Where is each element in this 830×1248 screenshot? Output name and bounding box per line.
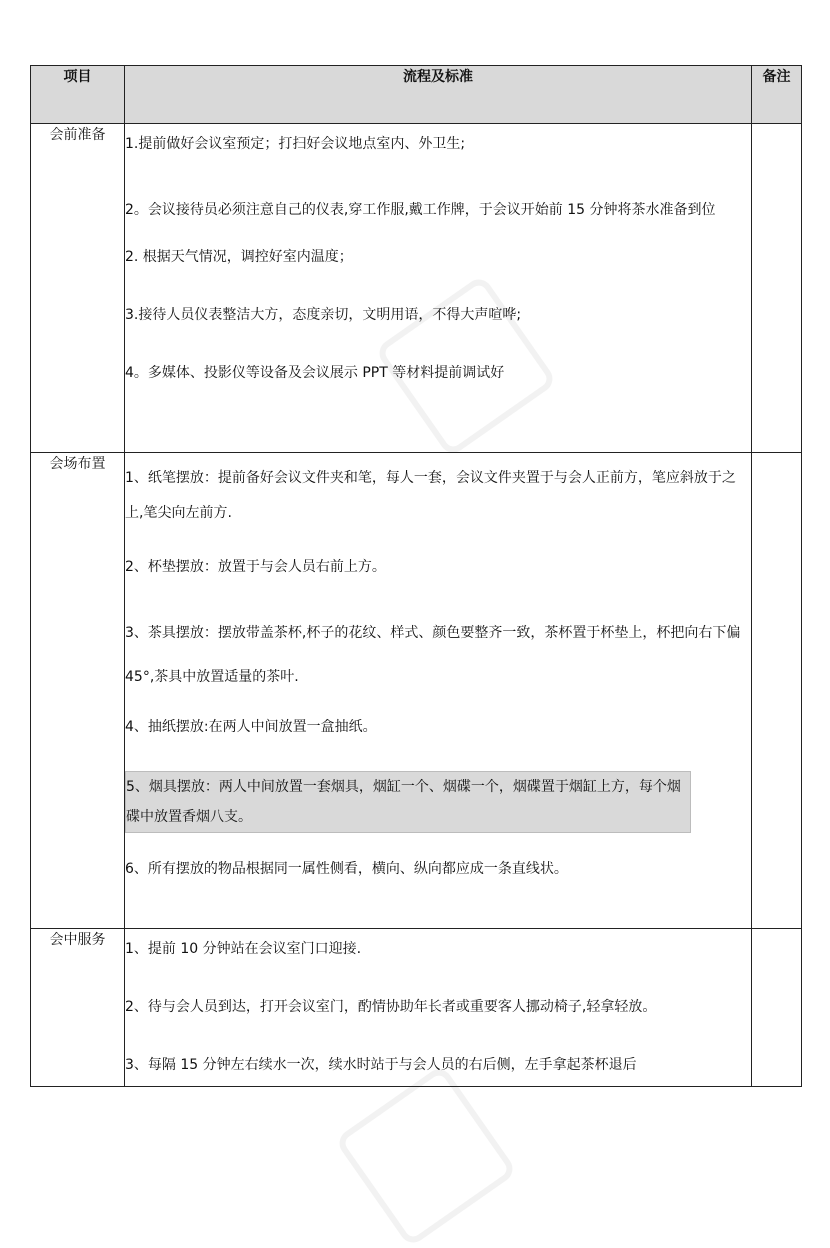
step-text: 4。多媒体、投影仪等设备及会议展示 PPT 等材料提前调试好: [125, 365, 505, 381]
step-text: 2. 根据天气情况，调控好室内温度；: [125, 249, 353, 265]
note-cell: [752, 453, 802, 929]
section-steps: [125, 929, 752, 1087]
section-steps: [125, 453, 752, 929]
section-steps: [125, 124, 752, 453]
step-text: 1、纸笔摆放：提前备好会议文件夹和笔，每人一套，会议文件夹置于与会人正前方，笔应斜放于之上,笔尖向左前方.: [125, 470, 736, 521]
section-row-venue-setup: [31, 453, 802, 929]
section-row-in-meeting-service: [31, 929, 802, 1087]
step-text: 1、提前 10 分钟站在会议室门口迎接.: [125, 941, 362, 957]
step-text: 4、抽纸摆放:在两人中间放置一盒抽纸。: [125, 719, 377, 735]
step-text: 6、所有摆放的物品根据同一属性侧看，横向、纵向都应成一条直线状。: [125, 861, 568, 877]
header-row: [31, 66, 802, 124]
step-text: 1.提前做好会议室预定；打扫好会议地点室内、外卫生;: [125, 136, 466, 152]
section-row-pre-meeting: [31, 124, 802, 453]
step-text: 3.接待人员仪表整洁大方，态度亲切，文明用语，不得大声喧哗;: [125, 307, 522, 323]
step-text-highlighted: 5、烟具摆放：两人中间放置一套烟具，烟缸一个、烟碟一个，烟碟置于烟缸上方，每个烟碟中放置香烟八支。: [125, 771, 691, 833]
step-text: 2、待与会人员到达，打开会议室门，酌情协助年长者或重要客人挪动椅子,轻拿轻放。: [125, 999, 657, 1015]
section-label: 会场布置: [31, 453, 125, 929]
watermark-graphic: [334, 1064, 518, 1248]
section-label: 会中服务: [31, 929, 125, 1087]
step-text: 2、杯垫摆放：放置于与会人员右前上方。: [125, 559, 386, 575]
procedure-table: [30, 65, 802, 1087]
note-cell: [752, 929, 802, 1087]
header-note: 备注: [752, 66, 802, 124]
step-text: 2。会议接待员必须注意自己的仪表,穿工作服,戴工作牌，于会议开始前 15 分钟将茶水准备到位: [125, 202, 716, 218]
step-text: 3、茶具摆放：摆放带盖茶杯,杯子的花纹、样式、颜色要整齐一致，茶杯置于杯垫上，杯把向右下偏 45°,茶具中放置适量的茶叶.: [125, 625, 741, 685]
header-item: 项目: [31, 66, 125, 124]
step-text: 3、每隔 15 分钟左右续水一次，续水时站于与会人员的右后侧，左手拿起茶杯退后: [125, 1057, 637, 1073]
header-process: 流程及标准: [125, 66, 752, 124]
note-cell: [752, 124, 802, 453]
section-label: 会前准备: [31, 124, 125, 453]
